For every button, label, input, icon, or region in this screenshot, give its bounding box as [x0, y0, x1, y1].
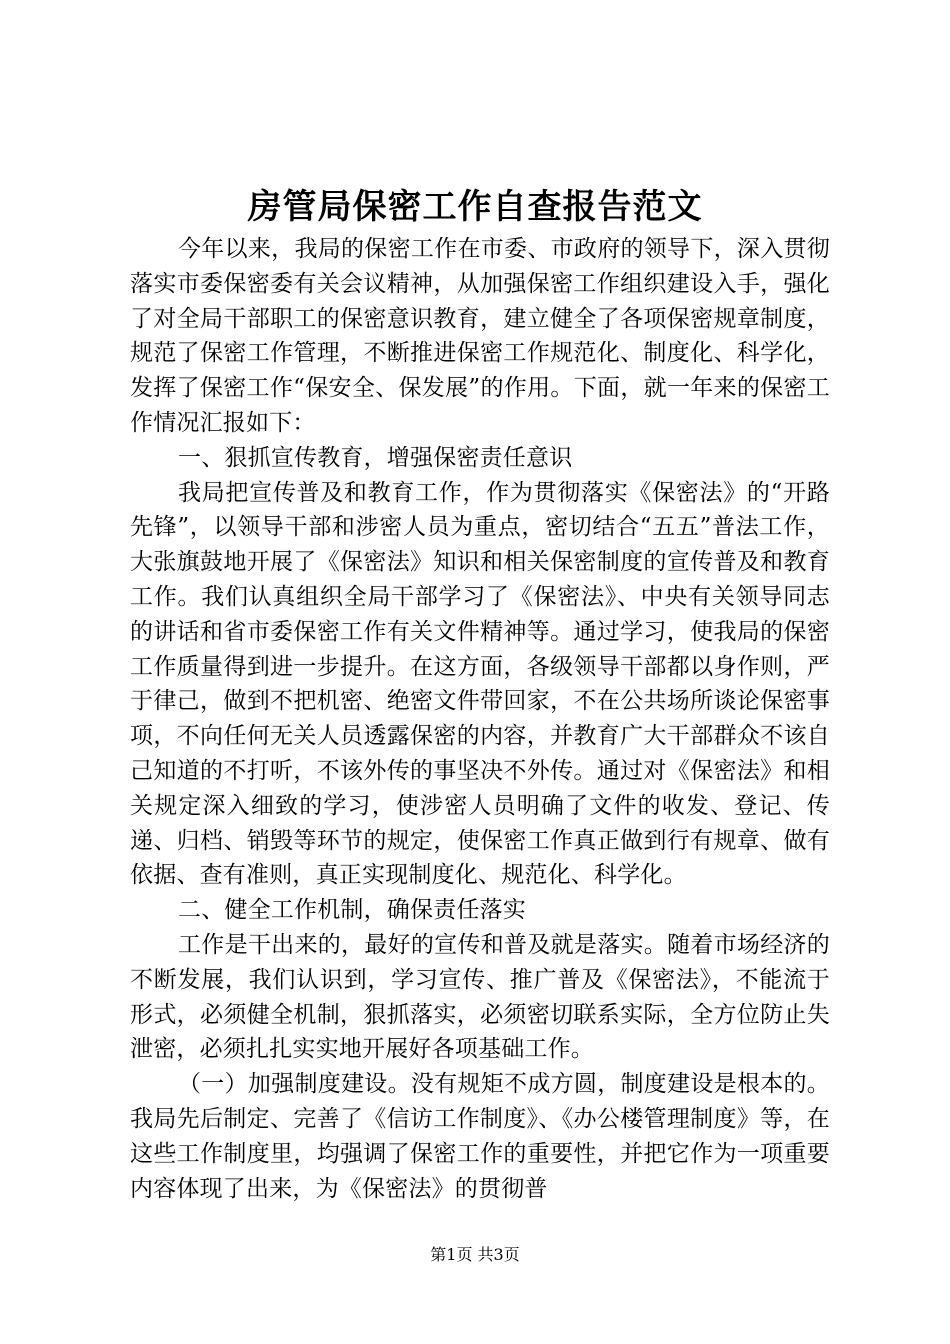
paragraph-section-1: 我局把宣传普及和教育工作，作为贯彻落实《保密法》的“开路先锋”，以领导干部和涉密人员为重点，密切结合“五五”普法工作，大张旗鼓地开展了《保密法》知识和相关保密制度的宣传普及和教育工作。我们认真组织全局干部学习了《保密法》、中央有关领导同志的讲话和省市委保密工作有关文件精神等。通过学习，使我局的保密工作质量得到进一步提升。在这方面，各级领导干部都以身作则，严于律己，做到不把机密、绝密文件带回家，不在公共场所谈论保密事项，不向任何无关人员透露保密的内容，并教育广大干部群众不该自己知道的不打听，不该外传的事坚决不外传。通过对《保密法》和相关规定深入细致的学习，使涉密人员明确了文件的收发、登记、传递、归档、销毁等环节的规定，使保密工作真正做到行有规章、做有依据、查有准则，真正实现制度化、规范化、科学化。 — [130, 479, 830, 889]
section-heading-2: 二、健全工作机制，确保责任落实 — [178, 897, 526, 924]
paragraph-intro: 今年以来，我局的保密工作在市委、市政府的领导下，深入贯彻落实市委保密委有关会议精神，从加强保密工作组织建设入手，强化了对全局干部职工的保密意识教育，建立健全了各项保密规章制度，规范了保密工作管理，不断推进保密工作规范化、制度化、科学化，发挥了保密工作“保安全、保发展”的作用。下面，就一年来的保密工作情况汇报如下： — [130, 236, 830, 436]
page-footer: 第1页 共3页 — [430, 1245, 520, 1264]
paragraph-subsection-1: （一）加强制度建设。没有规矩不成方圆，制度建设是根本的。我局先后制定、完善了《信访工作制度》、《办公楼管理制度》等，在这些工作制度里，均强调了保密工作的重要性，并把它作为一项重要内容体现了出来，为《保密法》的贯彻普 — [130, 1071, 830, 1202]
document-body — [130, 232, 830, 1206]
document-title: 房管局保密工作自查报告范文 — [247, 187, 703, 227]
section-heading-1: 一、狠抓宣传教育，增强保密责任意识 — [178, 444, 573, 471]
paragraph-section-2: 工作是干出来的，最好的宣传和普及就是落实。随着市场经济的不断发展，我们认识到，学习宣传、推广普及《保密法》，不能流于形式，必须健全机制，狠抓落实，必须密切联系实际，全方位防止失泄密，必须扎扎实实地开展好各项基础工作。 — [130, 931, 830, 1063]
